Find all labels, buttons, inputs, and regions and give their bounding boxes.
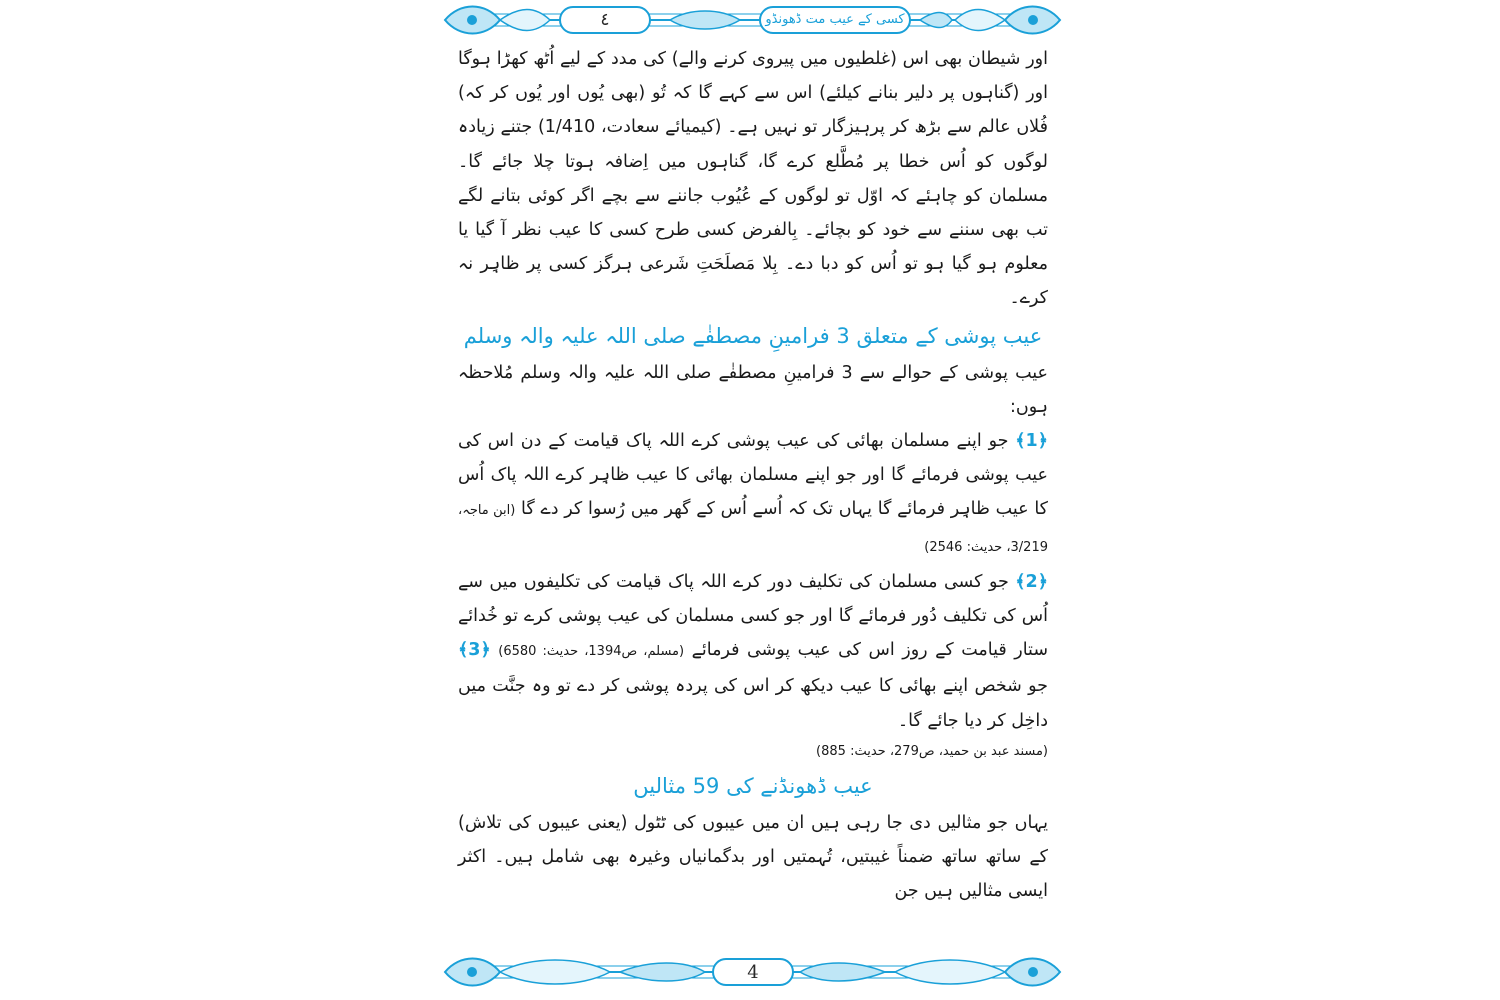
header-page-number: ٤ bbox=[600, 10, 610, 30]
hadith-2-marker: ﴿2﴾ bbox=[1015, 571, 1048, 592]
section2-paragraph: یہاں جو مثالیں دی جا رہی ہیں ان میں عیبوں کی ٹٹول (یعنی عیبوں کی تلاش) کے ساتھ ساتھ ضمناً غیبتیں، تُہمتیں اور بدگمانیاں وغیرہ بھی شامل ہیں۔ اکثر ایسی مثالیں ہیں جن bbox=[458, 812, 1048, 902]
hadith-1-marker: ﴿1﴾ bbox=[1015, 431, 1048, 452]
book-page bbox=[440, 0, 1065, 1000]
hadith-3-text: جو شخص اپنے بھائی کا عیب دیکھ کر اس کی پردہ پوشی کر دے تو وہ جنَّت میں داخِل کر دیا جائے گا۔ bbox=[458, 676, 1048, 731]
hadith-2 bbox=[458, 565, 1048, 738]
header-ornament-icon bbox=[440, 0, 1065, 40]
hadith-1-reference: (ابن ماجہ، 3/219، حدیث: 2546) bbox=[458, 503, 1048, 555]
section2-heading: عیب ڈھونڈنے کی 59 مثالیں bbox=[633, 773, 873, 798]
header-ornament bbox=[440, 0, 1065, 40]
hadith-1 bbox=[458, 424, 1048, 565]
hadith-3-marker: ﴿3﴾ bbox=[458, 640, 491, 661]
hadith-2-reference: (مسلم، ص1394، حدیث: 6580) bbox=[498, 644, 685, 660]
hadith-2-text: جو کسی مسلمان کی تکلیف دور کرے اللہ پاک قیامت کی تکلیفوں میں سے اُس کی تکلیف دُور فرمائے گا اور جو کسی مسلمان کی عیب پوشی کرے تو خُدائے ستار قیامت کے روز اس کی عیب پوشی فرمائے bbox=[458, 571, 1048, 661]
body-text bbox=[458, 42, 1048, 908]
section1-intro: عیب پوشی کے حوالے سے 3 فرامینِ مصطفٰے صلی اللہ علیہ والہ وسلم مُلاحظہ ہوں: bbox=[458, 362, 1048, 417]
header-book-title: کسی کے عیب مت ڈھونڈو bbox=[765, 12, 905, 27]
footer-page-number: 4 bbox=[747, 962, 759, 983]
footer-ornament bbox=[440, 952, 1065, 992]
hadith-3-reference: (مسند عبد بن حمید، ص279، حدیث: 885) bbox=[816, 743, 1048, 759]
hadith-1-text: جو اپنے مسلمان بھائی کی عیب پوشی کرے اللہ پاک قیامت کے دن اس کی عیب پوشی فرمائے گا اور جو اپنے مسلمان بھائی کا عیب ظاہِر کرے اللہ پاک اُس کا عیب ظاہِر فرمائے گا یہاں تک کہ اُسے اُس کے گھر میں رُسوا کر دے گا bbox=[458, 431, 1048, 520]
section1-heading: عیب پوشی کے متعلق 3 فرامینِ مصطفٰے صلی اللہ علیہ والہ وسلم bbox=[463, 323, 1043, 348]
intro-paragraph: اور شیطان بھی اس (غلطیوں میں پیروی کرنے والے) کی مدد کے لیے اُٹھ کھڑا ہوگا اور (گناہوں پر دلیر بنانے کیلئے) اس سے کہے گا کہ تُو (بھی یُوں اور یُوں کر کہ) فُلاں عالم سے بڑھ کر پرہیزگار تو نہیں ہے۔ (کیمیائے سعادت، 1/410) جتنے زیادہ لوگوں کو اُس خطا پر مُطَّلع کرے گا، گناہوں میں اِضافہ ہوتا چلا جائے گا۔ مسلمان کو چاہئے کہ اوّل تو لوگوں کے عُیُوب جاننے سے بچے اگر کوئی بتانے لگے تب بھی سننے سے خود کو بچائے۔ بِالفرض کسی طرح کسی کا عیب نظر آ گیا یا معلوم ہو گیا ہو تو اُس کو دبا دے۔ بِلا مَصلَحَتِ شَرعی ہرگز کسی پر ظاہِر نہ کرے۔ bbox=[458, 49, 1048, 309]
